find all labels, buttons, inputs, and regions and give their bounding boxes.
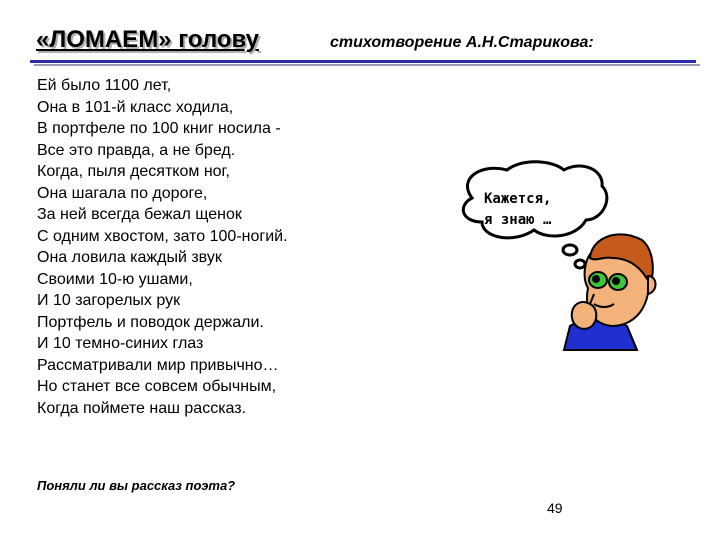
slide-title: «ЛОМАЕМ» голову [36, 26, 260, 53]
poem-line: Когда, пыля десятком ног, [37, 163, 230, 180]
poem-line: Рассматривали мир привычно… [37, 356, 279, 374]
slide-header [30, 22, 700, 66]
poem-line: Все это правда, а не бред. [37, 141, 236, 159]
title-rule [30, 60, 696, 63]
slide-subtitle: стихотворение А.Н.Старикова: [330, 34, 594, 51]
thinking-boy-drawing [452, 158, 672, 358]
poem-line: В портфеле по 100 книг носила - [37, 120, 281, 137]
poem-line: Она в 101-й класс ходила, [37, 98, 234, 116]
poem-line: Она ловила каждый звук [37, 249, 222, 266]
poem-line: Но станет все совсем обычным, [37, 378, 277, 395]
bubble-line-2: я знаю … [484, 212, 552, 228]
title-rule-shadow [34, 64, 700, 66]
thinking-boy-icon [452, 158, 672, 358]
poem-line: Когда поймете наш рассказ. [37, 399, 247, 417]
poem-line: Портфель и поводок держали. [37, 313, 264, 331]
poet-question: Поняли ли вы рассказ поэта? [37, 478, 236, 493]
poem-line: Своими 10-ю ушами, [37, 270, 193, 288]
poem-line: Ей было 1100 лет, [37, 77, 172, 94]
boy-hand [572, 302, 597, 329]
poem-line: Она шагала по дороге, [37, 184, 208, 202]
bubble-line-1: Кажется, [484, 191, 552, 207]
poem [37, 75, 288, 419]
poem-line: И 10 темно-синих глаз [37, 335, 204, 352]
poem-line: И 10 загорелых рук [37, 292, 181, 309]
poem-line: С одним хвостом, зато 100-ногий. [37, 227, 288, 245]
boy-ear [648, 276, 656, 294]
poem-line: За ней всегда бежал щенок [37, 206, 242, 223]
page-number: 49 [547, 500, 563, 516]
